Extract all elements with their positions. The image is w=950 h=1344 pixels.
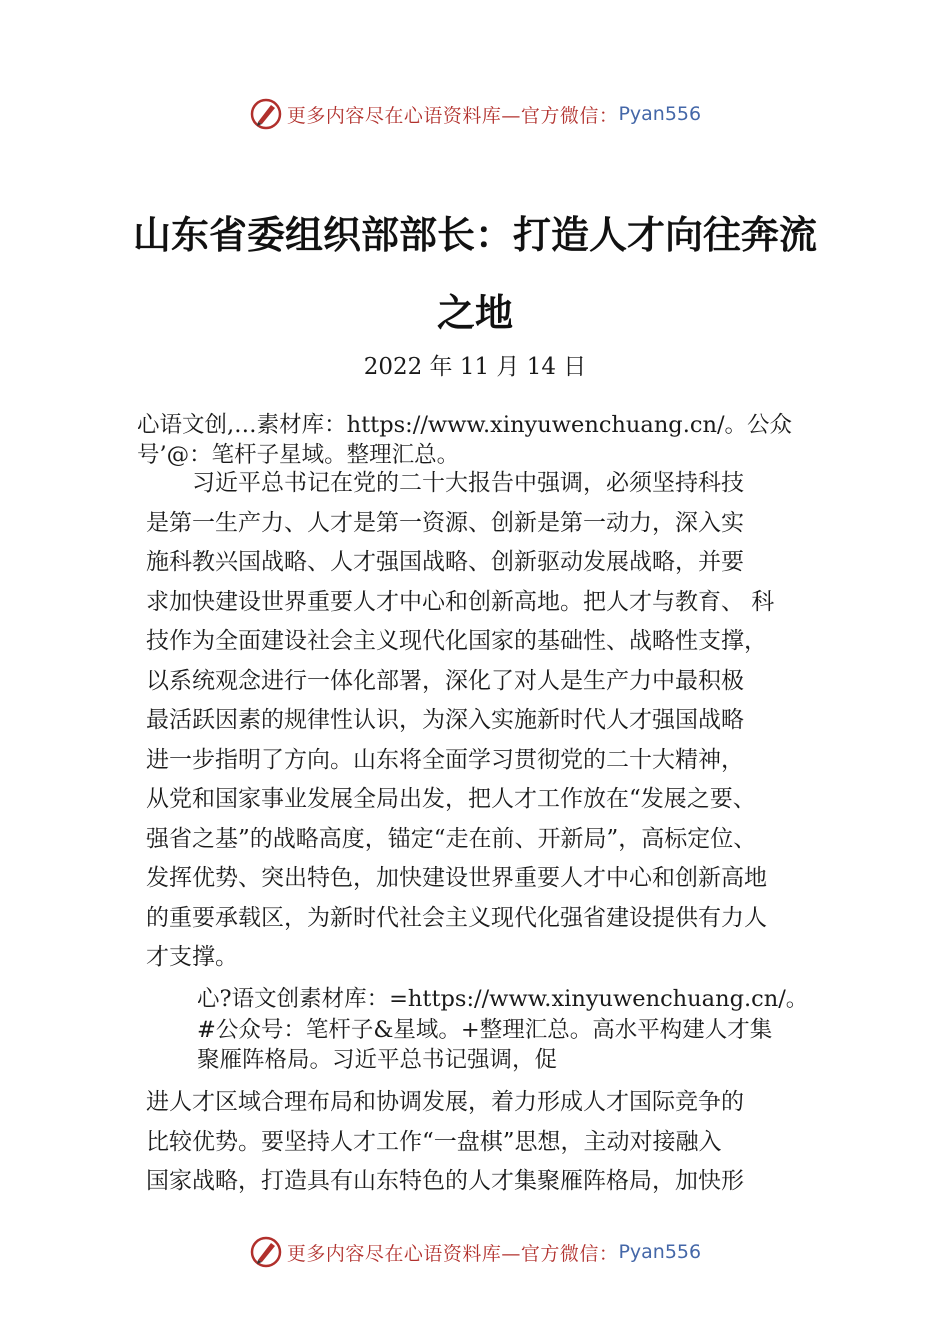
- pen-logo-icon: [249, 1235, 283, 1269]
- footer-wechat-id: Pyan556: [618, 1241, 702, 1263]
- header-wechat-id: Pyan556: [618, 103, 702, 125]
- text-line: 进一步指明了方向。山东将全面学习贯彻党的二十大精神，: [146, 746, 744, 773]
- text-line: 进人才区域合理布局和协调发展，着力形成人才国际竞争的: [146, 1089, 744, 1115]
- source-note-2: [197, 984, 808, 1076]
- header-banner-text: 更多内容尽在心语资料库: [286, 104, 502, 127]
- text-line: 心?语文创素材库：=https://www.xinyuwenchuang.cn/。: [197, 986, 809, 1012]
- text-line: 心语文创,…素材库：https://www.xinyuwenchuang.cn/。公众: [137, 412, 793, 438]
- text-line: 号’@：笔杆子星域。整理汇总。: [137, 442, 460, 468]
- text-line: 才支撑。: [146, 944, 238, 970]
- text-line: #公众号：笔杆子&星域。+整理汇总。高水平构建人才集: [197, 1016, 773, 1043]
- publish-date: 2022 年 11 月 14 日: [363, 354, 587, 380]
- text-line: 以系统观念进行一体化部署，深化了对人是生产力中最积极: [146, 667, 744, 694]
- text-line: 聚雁阵格局。习近平总书记强调，促: [197, 1047, 558, 1073]
- paragraph-2: [146, 1083, 744, 1202]
- page-title-line-2: 之地: [436, 290, 513, 335]
- text-line: 的重要承载区，为新时代社会主义现代化强省建设提供有力人: [146, 904, 767, 931]
- text-line: 比较优势。要坚持人才工作“一盘棋”思想，主动对接融入: [146, 1128, 722, 1155]
- text-line: 发挥优势、突出特色，加快建设世界重要人才中心和创新高地: [146, 865, 767, 891]
- page-title-line-1: 山东省委组织部部长：打造人才向往奔流: [132, 212, 817, 257]
- text-line: 最活跃因素的规律性认识，为深入实施新时代人才强国战略: [146, 707, 744, 733]
- text-line: 施科教兴国战略、人才强国战略、创新驱动发展战略，并要: [146, 549, 744, 575]
- text-line: 是第一生产力、人才是第一资源、创新是第一动力，深入实: [146, 509, 744, 536]
- footer-banner-dash: —官方微信：: [501, 1242, 619, 1265]
- text-line: 国家战略，打造具有山东特色的人才集聚雁阵格局，加快形: [146, 1168, 744, 1194]
- text-line: 强省之基”的战略高度，锚定“走在前、开新局”，高标定位、: [146, 825, 757, 852]
- header-banner: [0, 94, 950, 134]
- paragraph-1: [146, 464, 774, 978]
- footer-banner: [0, 1232, 950, 1272]
- pen-logo-icon: [249, 97, 283, 131]
- source-note-1: [137, 410, 792, 470]
- header-banner-dash: —官方微信：: [501, 104, 619, 127]
- text-line: 从党和国家事业发展全局出发，把人才工作放在“发展之要、: [146, 786, 756, 812]
- footer-banner-text: 更多内容尽在心语资料库: [286, 1242, 502, 1265]
- text-line: 技作为全面建设社会主义现代化国家的基础性、战略性支撑，: [146, 628, 767, 654]
- text-line: 求加快建设世界重要人才中心和创新高地。把人才与教育、 科: [146, 588, 775, 615]
- text-line: 习近平总书记在党的二十大报告中强调，必须坚持科技: [146, 470, 744, 496]
